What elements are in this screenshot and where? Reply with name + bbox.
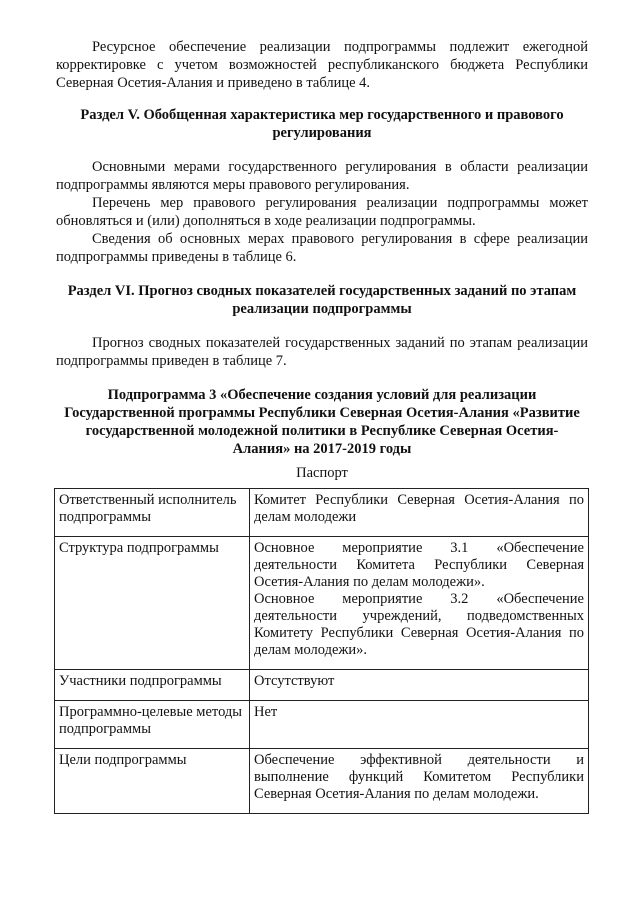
subprogram-title: Подпрограмма 3 «Обеспечение создания условий для реализации Государственной программы Республики Северная Осетия-Алания «Развитие государственной молодежной политики в Республике Северная Осетия-Алания» на 2017-2019 годы: [64, 387, 580, 457]
passport-value-line: Комитет Республики Северная Осетия-Алания по делам молодежи: [254, 492, 584, 525]
passport-value-line: Отсутствуют: [254, 673, 335, 689]
passport-row-value: [250, 749, 589, 814]
passport-row-value: [250, 537, 589, 670]
passport-value-line: Основное мероприятие 3.2 «Обеспечение деятельности учреждений, подведомственных Комитету Республики Северная Осетия-Алания по делам молодежи».: [254, 591, 584, 658]
passport-value-line: Нет: [254, 704, 278, 720]
section-5-paragraph-3: Сведения об основных мерах правового регулирования в сфере реализации подпрограммы приведены в таблице 6.: [56, 231, 588, 265]
passport-row-value: [250, 489, 589, 537]
document-page: [56, 38, 588, 814]
passport-row-label: Ответственный исполнитель подпрограммы: [55, 489, 250, 537]
passport-row-value: [250, 701, 589, 749]
passport-row-value: [250, 670, 589, 701]
section-5-paragraph-1: Основными мерами государственного регулирования в области реализации подпрограммы являются меры правового регулирования.: [56, 159, 588, 193]
passport-table: [54, 488, 589, 814]
passport-value-line: Обеспечение эффективной деятельности и выполнение функций Комитетом Республики Северная Осетия-Алания по делам молодежи.: [254, 752, 584, 802]
passport-row-label: Участники подпрограммы: [55, 670, 250, 701]
passport-row: [55, 670, 589, 701]
passport-row: [55, 749, 589, 814]
paragraph-resources: Ресурсное обеспечение реализации подпрограммы подлежит ежегодной корректировке с учетом возможностей республиканского бюджета Республики Северная Осетия-Алания и приведено в таблице 4.: [56, 39, 588, 91]
passport-row: [55, 537, 589, 670]
passport-value-line: Основное мероприятие 3.1 «Обеспечение деятельности Комитета Республики Северная Осетия-Алания по делам молодежи».: [254, 540, 584, 590]
passport-row-label: Структура подпрограммы: [55, 537, 250, 670]
section-6-paragraph: Прогноз сводных показателей государственных заданий по этапам реализации подпрограммы приведен в таблице 7.: [56, 335, 588, 369]
section-5-paragraph-2: Перечень мер правового регулирования реализации подпрограммы может обновляться и (или) дополняться в ходе реализации подпрограммы.: [56, 195, 588, 229]
section-5-title: Раздел V. Обобщенная характеристика мер государственного и правового регулирования: [80, 107, 564, 141]
passport-row-label: Цели подпрограммы: [55, 749, 250, 814]
passport-label: Паспорт: [296, 465, 348, 481]
passport-row-label: Программно-целевые методы подпрограммы: [55, 701, 250, 749]
passport-row: [55, 489, 589, 537]
passport-row: [55, 701, 589, 749]
section-6-title: Раздел VI. Прогноз сводных показателей государственных заданий по этапам реализации подпрограммы: [67, 283, 577, 317]
